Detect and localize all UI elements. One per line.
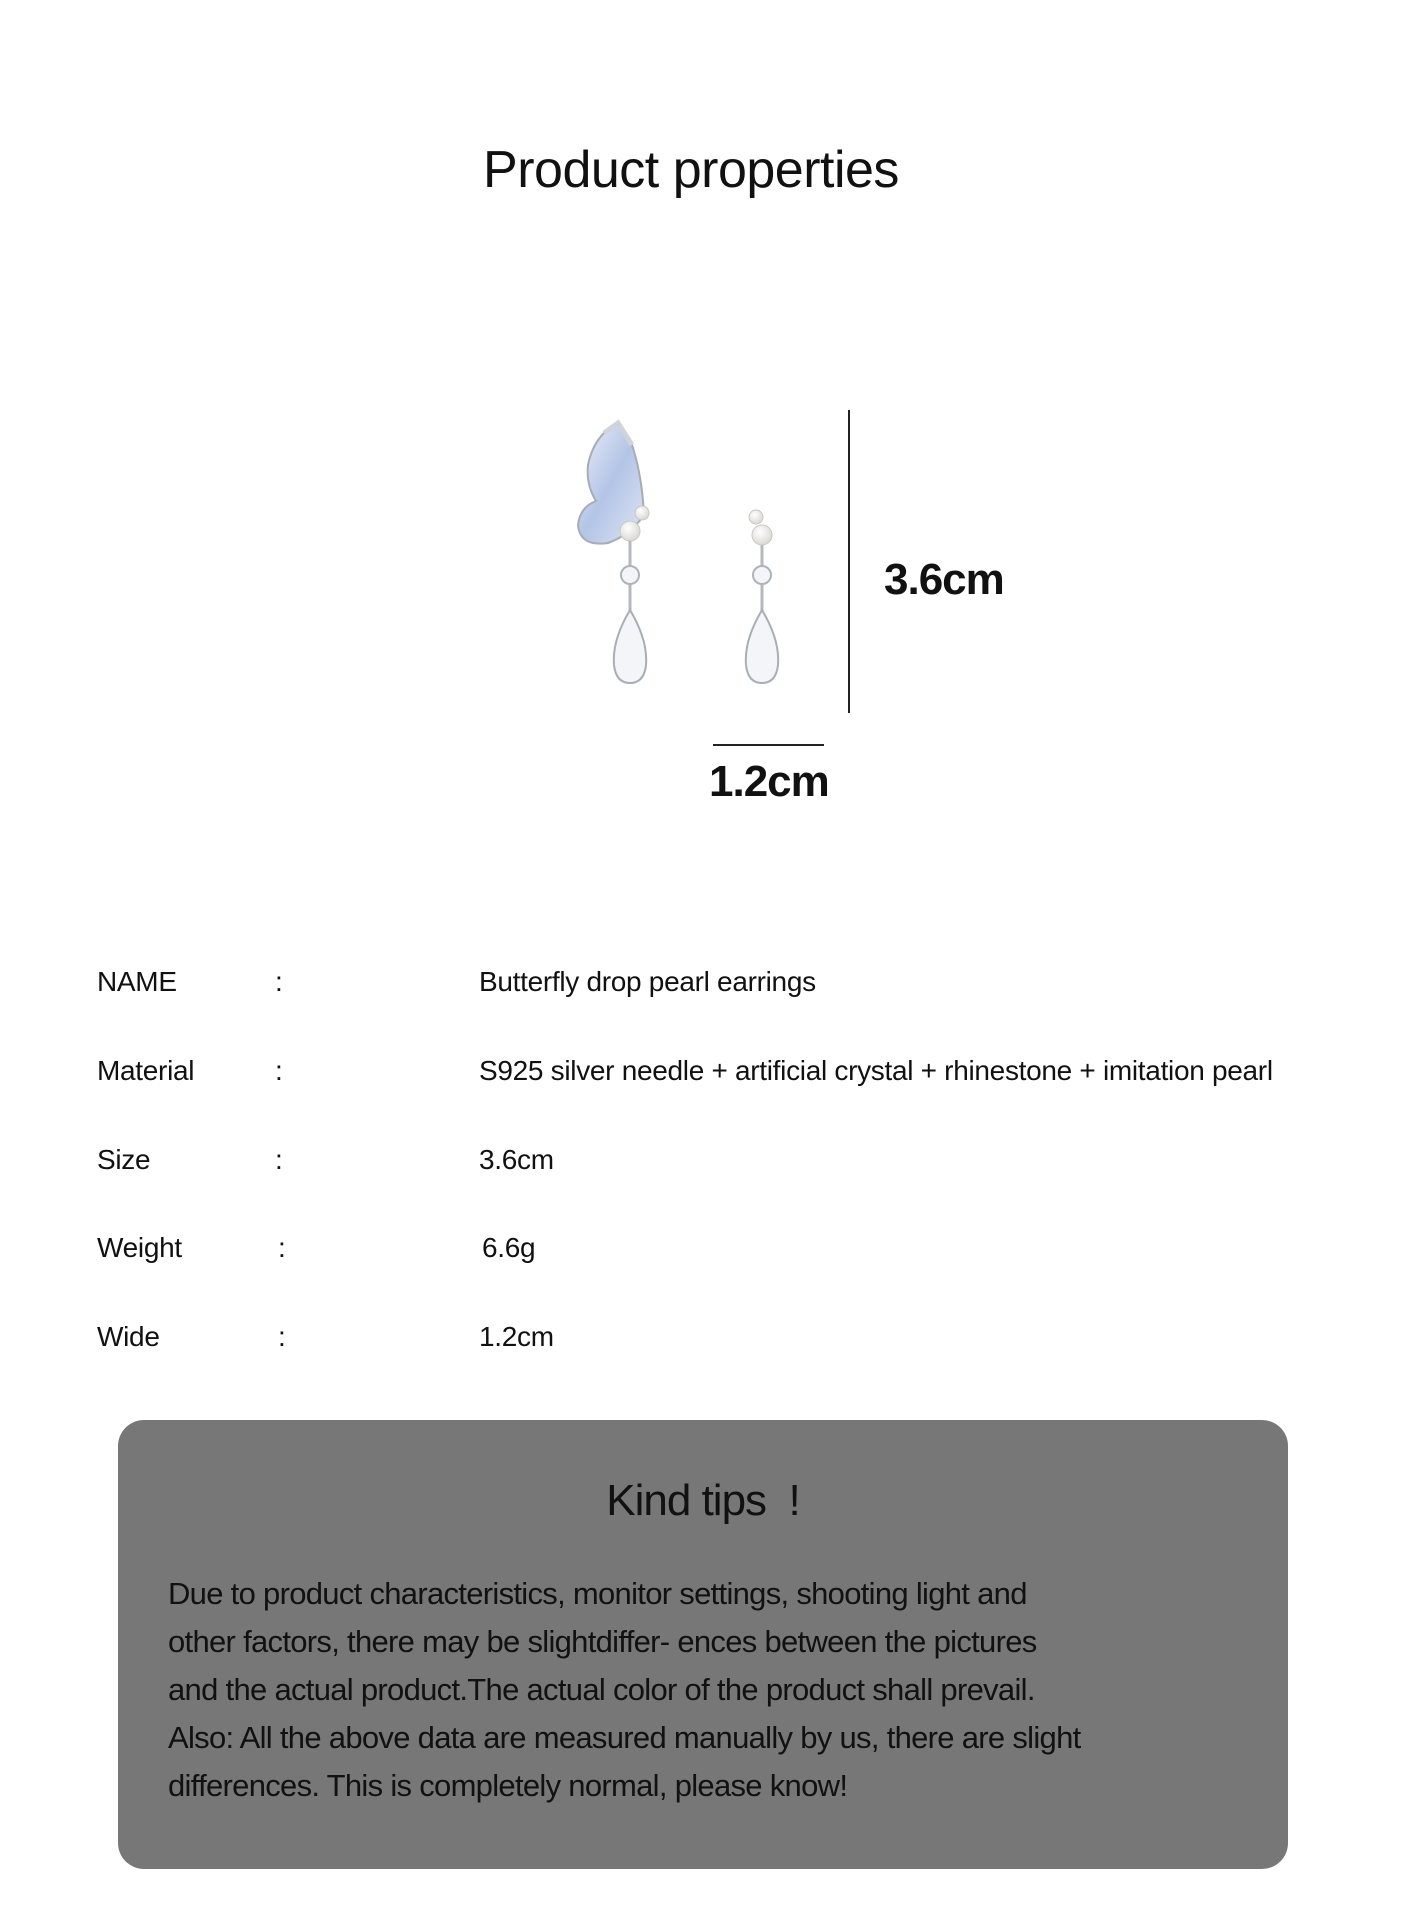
property-value: 1.2cm — [479, 1321, 554, 1352]
height-dimension-label: 3.6cm — [884, 555, 1004, 604]
left-earring — [578, 423, 649, 683]
right-earring — [746, 423, 840, 683]
property-label: Weight — [97, 1232, 182, 1263]
property-value: Butterfly drop pearl earrings — [479, 966, 816, 997]
page-title: Product properties — [483, 141, 899, 199]
property-colon: : — [278, 1232, 286, 1263]
width-dimension-line — [713, 744, 824, 746]
width-dimension-label: 1.2cm — [709, 757, 829, 806]
kind-tips-title: Kind tips ! — [606, 1476, 800, 1525]
kind-tips-box — [118, 1420, 1288, 1869]
property-label: Material — [97, 1055, 195, 1086]
tips-line: and the actual product.The actual color of the product shall prevail. — [168, 1672, 1035, 1707]
property-colon: : — [278, 1321, 286, 1352]
height-dimension-line — [848, 410, 850, 713]
property-value: 6.6g — [482, 1232, 536, 1263]
property-label: Size — [97, 1144, 151, 1175]
tips-line: other factors, there may be slightdiffer- ences between the pictures — [168, 1624, 1037, 1659]
property-label: Wide — [97, 1321, 160, 1352]
property-colon: : — [275, 966, 283, 997]
property-value: S925 silver needle + artificial crystal + rhinestone + imitation pearl — [479, 1055, 1273, 1086]
property-colon: : — [275, 1144, 283, 1175]
property-value: 3.6cm — [479, 1144, 554, 1175]
property-label: NAME — [97, 966, 177, 997]
property-colon: : — [275, 1055, 283, 1086]
tips-line: differences. This is completely normal, please know! — [168, 1768, 848, 1803]
tips-line: Due to product characteristics, monitor settings, shooting light and — [168, 1576, 1027, 1611]
kind-tips-text — [168, 1570, 1081, 1810]
tips-line: Also: All the above data are measured manually by us, there are slight — [168, 1720, 1081, 1755]
earrings-product-image — [560, 415, 840, 715]
